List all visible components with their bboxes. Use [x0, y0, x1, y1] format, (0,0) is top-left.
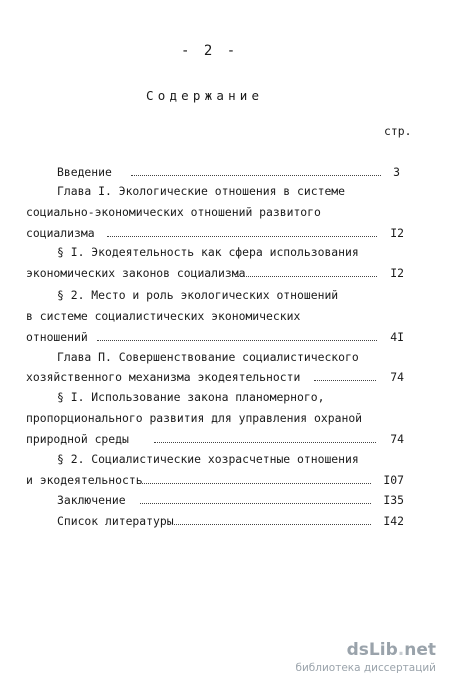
toc-references-page: I42 [383, 514, 404, 528]
toc-s11-line-1: § I. Экодеятельность как сфера использования [57, 245, 359, 259]
leader-dots [97, 340, 377, 341]
leader-dots [235, 276, 377, 277]
toc-ch1-line-2: социально-экономических отношений развитого [26, 205, 321, 219]
toc-ch2-page: 74 [390, 370, 404, 384]
toc-s22-line-1: § 2. Социалистические хозрасчетные отношения [57, 452, 359, 466]
leader-dots [172, 524, 371, 525]
toc-s11-page: I2 [390, 266, 404, 280]
watermark-logo-main: dsLib [346, 640, 398, 660]
toc-conclusion-label: Заключение [57, 493, 126, 507]
toc-ch2-line-2: хозяйственного механизма экодеятельности [26, 370, 301, 384]
leader-dots [154, 442, 376, 443]
toc-s21-line-2: пропорционального развития для управления охраной [26, 411, 363, 425]
toc-references-label: Список литературы [57, 514, 174, 528]
toc-ch1-line-3: социализма [26, 226, 95, 240]
toc-s11-line-2: экономических законов социализма [26, 266, 246, 280]
toc-s12-line-3: отношений [26, 330, 88, 344]
watermark-logo [347, 640, 436, 660]
toc-s21-page: 74 [390, 432, 404, 446]
leader-dots [131, 175, 381, 176]
page-title: Содержание [146, 88, 264, 103]
toc-conclusion-page: I35 [383, 493, 404, 507]
toc-s21-line-1: § I. Использование закона планомерного, [57, 390, 325, 404]
watermark-logo-dot: . [397, 640, 405, 660]
toc-intro-page: 3 [393, 165, 400, 179]
page-column-header: стр. [384, 124, 412, 138]
leader-dots [139, 483, 371, 484]
watermark-subtitle: библиотека диссертаций [295, 662, 436, 674]
toc-s22-page: I07 [383, 473, 404, 487]
leader-dots [107, 236, 377, 237]
toc-ch2-line-1: Глава П. Совершенствование социалистического [57, 350, 359, 364]
toc-s21-line-3: природной среды [26, 432, 129, 446]
toc-ch1-line-1: Глава I. Экологические отношения в системе [57, 184, 346, 198]
toc-s12-line-1: § 2. Место и роль экологических отношений [57, 288, 339, 302]
toc-intro-label: Введение [57, 165, 112, 179]
toc-ch1-page: I2 [390, 226, 404, 240]
toc-s12-page: 4I [390, 330, 404, 344]
watermark-logo-tld: net [404, 640, 436, 660]
toc-s12-line-2: в системе социалистических экономических [26, 309, 301, 323]
toc-s22-line-2: и экодеятельность [26, 473, 143, 487]
page-number: - 2 - [181, 43, 239, 59]
leader-dots [140, 503, 371, 504]
leader-dots [314, 380, 376, 381]
